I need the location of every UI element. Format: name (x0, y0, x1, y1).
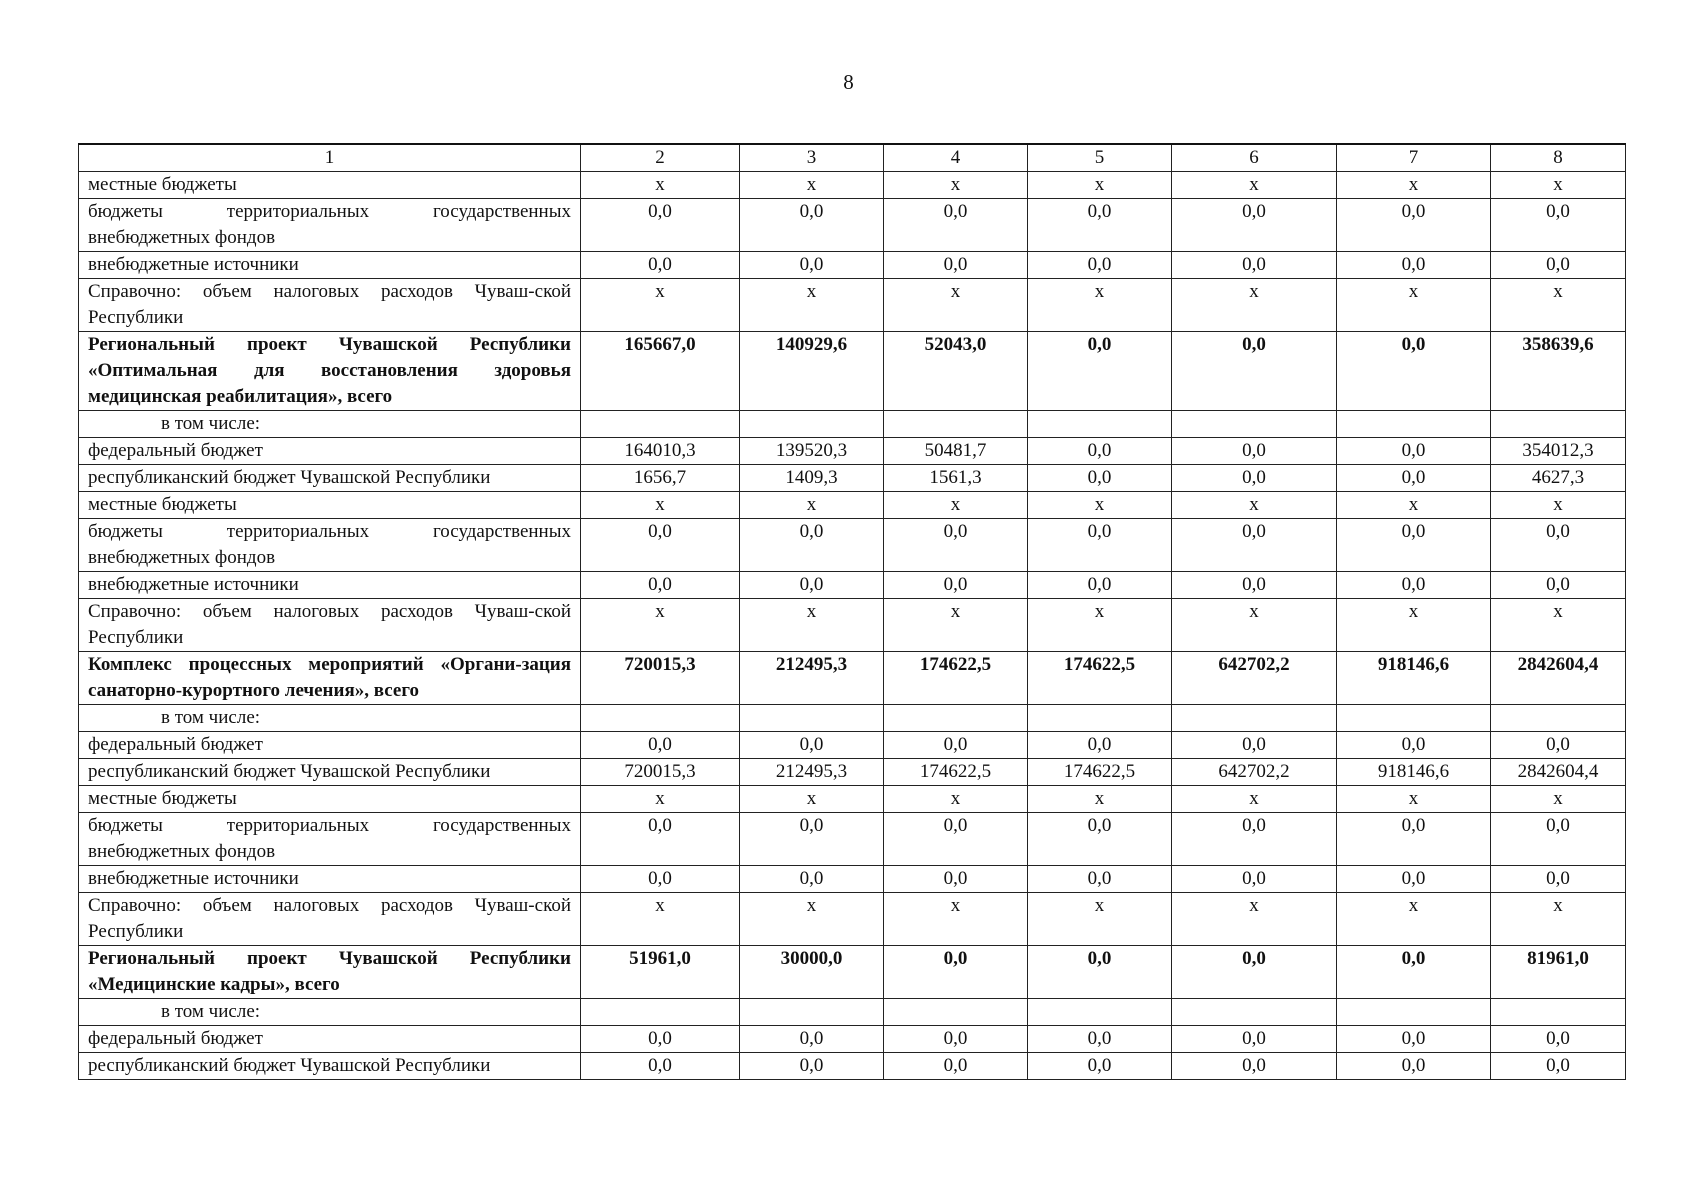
value-cell: 918146,6 (1337, 652, 1491, 705)
value-cell: 1656,7 (581, 465, 740, 492)
value-cell: х (884, 893, 1028, 946)
value-cell: х (581, 599, 740, 652)
value-cell: 0,0 (581, 572, 740, 599)
value-cell: 0,0 (1028, 199, 1172, 252)
column-number-cell: 2 (581, 144, 740, 172)
row-label: республиканский бюджет Чувашской Республики (79, 759, 581, 786)
value-cell: 0,0 (884, 519, 1028, 572)
value-cell: 2842604,4 (1491, 759, 1626, 786)
table-row (79, 1026, 1626, 1053)
value-cell: х (1172, 599, 1337, 652)
value-cell: 174622,5 (884, 652, 1028, 705)
value-cell: 0,0 (581, 1053, 740, 1080)
value-cell: х (1491, 599, 1626, 652)
value-cell: 0,0 (1337, 1026, 1491, 1053)
value-cell: 0,0 (884, 732, 1028, 759)
value-cell: 0,0 (1337, 732, 1491, 759)
value-cell: 0,0 (1172, 732, 1337, 759)
row-label: федеральный бюджет (79, 1026, 581, 1053)
table-row (79, 866, 1626, 893)
value-cell (1491, 705, 1626, 732)
value-cell: 140929,6 (740, 332, 884, 411)
value-cell: 174622,5 (1028, 759, 1172, 786)
value-cell: 0,0 (1172, 519, 1337, 572)
value-cell: 720015,3 (581, 652, 740, 705)
value-cell: 0,0 (581, 252, 740, 279)
value-cell: 0,0 (1028, 519, 1172, 572)
value-cell (1337, 705, 1491, 732)
value-cell: 0,0 (1028, 866, 1172, 893)
row-label: внебюджетные источники (79, 572, 581, 599)
table-row (79, 411, 1626, 438)
table-row (79, 813, 1626, 866)
row-label: Региональный проект Чувашской Республики «Медицинские кадры», всего (79, 946, 581, 999)
value-cell: х (1337, 786, 1491, 813)
value-cell: х (884, 279, 1028, 332)
value-cell: 174622,5 (1028, 652, 1172, 705)
table-row (79, 786, 1626, 813)
value-cell: 0,0 (740, 1053, 884, 1080)
column-number-cell: 5 (1028, 144, 1172, 172)
value-cell: 0,0 (1172, 813, 1337, 866)
table-row (79, 332, 1626, 411)
value-cell: х (884, 172, 1028, 199)
value-cell (740, 999, 884, 1026)
value-cell: х (1028, 172, 1172, 199)
value-cell: 0,0 (1028, 465, 1172, 492)
column-number-cell: 1 (79, 144, 581, 172)
value-cell: х (1337, 599, 1491, 652)
table-row (79, 999, 1626, 1026)
value-cell: 0,0 (1337, 946, 1491, 999)
value-cell: х (1491, 172, 1626, 199)
value-cell: 30000,0 (740, 946, 884, 999)
value-cell: 165667,0 (581, 332, 740, 411)
value-cell: 0,0 (740, 572, 884, 599)
table-row (79, 252, 1626, 279)
value-cell: 0,0 (884, 813, 1028, 866)
value-cell: х (1172, 893, 1337, 946)
row-label: в том числе: (79, 705, 581, 732)
value-cell: х (884, 599, 1028, 652)
column-number-cell: 4 (884, 144, 1028, 172)
value-cell: 0,0 (1337, 465, 1491, 492)
table-row (79, 172, 1626, 199)
table-row (79, 732, 1626, 759)
value-cell: 0,0 (1028, 813, 1172, 866)
value-cell: 0,0 (884, 1053, 1028, 1080)
value-cell: 0,0 (1028, 332, 1172, 411)
value-cell: 0,0 (581, 866, 740, 893)
table-row (79, 519, 1626, 572)
value-cell: 0,0 (1028, 732, 1172, 759)
value-cell: 0,0 (1491, 572, 1626, 599)
value-cell: 0,0 (581, 1026, 740, 1053)
table-row (79, 946, 1626, 999)
value-cell: 0,0 (740, 252, 884, 279)
table-row (79, 199, 1626, 252)
value-cell: 0,0 (581, 519, 740, 572)
value-cell: 0,0 (1337, 332, 1491, 411)
value-cell: 0,0 (884, 252, 1028, 279)
value-cell: 0,0 (740, 1026, 884, 1053)
value-cell: 0,0 (1172, 946, 1337, 999)
column-number-cell: 7 (1337, 144, 1491, 172)
value-cell: 0,0 (1491, 1026, 1626, 1053)
value-cell (581, 705, 740, 732)
value-cell: х (1337, 279, 1491, 332)
table-row (79, 572, 1626, 599)
value-cell: 0,0 (1172, 252, 1337, 279)
value-cell: 0,0 (1172, 866, 1337, 893)
value-cell: х (1172, 492, 1337, 519)
table-row (79, 438, 1626, 465)
table-row (79, 492, 1626, 519)
value-cell: 4627,3 (1491, 465, 1626, 492)
value-cell: 0,0 (1337, 813, 1491, 866)
value-cell: 0,0 (581, 199, 740, 252)
page-number: 8 (843, 70, 854, 94)
value-cell: 0,0 (884, 572, 1028, 599)
column-number-cell: 6 (1172, 144, 1337, 172)
value-cell: 0,0 (1028, 438, 1172, 465)
value-cell: х (884, 786, 1028, 813)
value-cell: 0,0 (1172, 1026, 1337, 1053)
row-label: бюджеты территориальных государственных внебюджетных фондов (79, 199, 581, 252)
row-label: местные бюджеты (79, 172, 581, 199)
value-cell: 0,0 (1491, 866, 1626, 893)
row-label: федеральный бюджет (79, 438, 581, 465)
value-cell: 212495,3 (740, 759, 884, 786)
value-cell: 0,0 (1028, 252, 1172, 279)
row-label: в том числе: (79, 999, 581, 1026)
value-cell (1172, 411, 1337, 438)
value-cell (740, 705, 884, 732)
value-cell: 0,0 (1337, 866, 1491, 893)
value-cell: 50481,7 (884, 438, 1028, 465)
table-row (79, 705, 1626, 732)
row-label: республиканский бюджет Чувашской Республики (79, 1053, 581, 1080)
value-cell: 0,0 (1337, 199, 1491, 252)
value-cell: 0,0 (1028, 1026, 1172, 1053)
table-row (79, 279, 1626, 332)
value-cell: 0,0 (1491, 813, 1626, 866)
row-label: республиканский бюджет Чувашской Республики (79, 465, 581, 492)
value-cell: 1561,3 (884, 465, 1028, 492)
value-cell (1172, 999, 1337, 1026)
value-cell: 0,0 (1028, 946, 1172, 999)
row-label: федеральный бюджет (79, 732, 581, 759)
value-cell: х (1028, 893, 1172, 946)
table-row (79, 759, 1626, 786)
value-cell: 0,0 (1172, 332, 1337, 411)
financing-table (78, 143, 1626, 1080)
row-label: бюджеты территориальных государственных внебюджетных фондов (79, 519, 581, 572)
table-row (79, 893, 1626, 946)
value-cell: 212495,3 (740, 652, 884, 705)
value-cell: 0,0 (1337, 572, 1491, 599)
value-cell: х (1337, 172, 1491, 199)
value-cell: 1409,3 (740, 465, 884, 492)
row-label: Справочно: объем налоговых расходов Чуваш-ской Республики (79, 279, 581, 332)
value-cell (740, 411, 884, 438)
value-cell: 174622,5 (884, 759, 1028, 786)
value-cell: 0,0 (740, 199, 884, 252)
value-cell: 0,0 (1028, 572, 1172, 599)
value-cell: 0,0 (581, 732, 740, 759)
value-cell: 0,0 (1172, 438, 1337, 465)
value-cell: 52043,0 (884, 332, 1028, 411)
value-cell: 0,0 (1337, 252, 1491, 279)
table-row (79, 652, 1626, 705)
value-cell: 0,0 (884, 1026, 1028, 1053)
value-cell: 164010,3 (581, 438, 740, 465)
value-cell: 2842604,4 (1491, 652, 1626, 705)
value-cell: 0,0 (1491, 252, 1626, 279)
value-cell: х (740, 172, 884, 199)
value-cell (1028, 411, 1172, 438)
value-cell: 0,0 (1337, 519, 1491, 572)
value-cell: х (1491, 786, 1626, 813)
value-cell: 0,0 (1491, 519, 1626, 572)
value-cell: 0,0 (1337, 1053, 1491, 1080)
value-cell: х (1491, 492, 1626, 519)
value-cell: 642702,2 (1172, 652, 1337, 705)
value-cell (1491, 999, 1626, 1026)
value-cell: 81961,0 (1491, 946, 1626, 999)
value-cell: 0,0 (740, 866, 884, 893)
row-label: Справочно: объем налоговых расходов Чуваш-ской Республики (79, 893, 581, 946)
value-cell (581, 999, 740, 1026)
table-body (79, 172, 1626, 1080)
value-cell: 0,0 (884, 946, 1028, 999)
value-cell: х (1491, 893, 1626, 946)
value-cell: х (1491, 279, 1626, 332)
value-cell: 0,0 (1172, 1053, 1337, 1080)
value-cell: х (1028, 599, 1172, 652)
value-cell: х (1337, 492, 1491, 519)
value-cell: х (740, 279, 884, 332)
value-cell: х (884, 492, 1028, 519)
value-cell (884, 705, 1028, 732)
value-cell: 0,0 (1172, 199, 1337, 252)
value-cell (1491, 411, 1626, 438)
row-label: в том числе: (79, 411, 581, 438)
value-cell: х (1172, 786, 1337, 813)
value-cell (1028, 705, 1172, 732)
value-cell: х (740, 492, 884, 519)
value-cell: 0,0 (884, 866, 1028, 893)
row-label: местные бюджеты (79, 786, 581, 813)
value-cell (1337, 411, 1491, 438)
row-label: Комплекс процессных мероприятий «Органи-зация санаторно-курортного лечения», всего (79, 652, 581, 705)
value-cell: х (1028, 786, 1172, 813)
table-row (79, 465, 1626, 492)
value-cell: х (1172, 279, 1337, 332)
row-label: местные бюджеты (79, 492, 581, 519)
value-cell: 642702,2 (1172, 759, 1337, 786)
column-number-row (79, 144, 1626, 172)
value-cell: х (1028, 492, 1172, 519)
value-cell: 0,0 (1491, 732, 1626, 759)
value-cell: 0,0 (884, 199, 1028, 252)
value-cell: х (581, 172, 740, 199)
value-cell: х (740, 893, 884, 946)
value-cell: х (581, 786, 740, 813)
value-cell (884, 411, 1028, 438)
value-cell: 720015,3 (581, 759, 740, 786)
value-cell: 354012,3 (1491, 438, 1626, 465)
value-cell (581, 411, 740, 438)
row-label: Справочно: объем налоговых расходов Чуваш-ской Республики (79, 599, 581, 652)
value-cell: 0,0 (1491, 199, 1626, 252)
value-cell: 358639,6 (1491, 332, 1626, 411)
row-label: бюджеты территориальных государственных внебюджетных фондов (79, 813, 581, 866)
value-cell: 918146,6 (1337, 759, 1491, 786)
row-label: внебюджетные источники (79, 866, 581, 893)
value-cell: 0,0 (740, 732, 884, 759)
value-cell: х (581, 279, 740, 332)
value-cell: 0,0 (1172, 465, 1337, 492)
row-label: Региональный проект Чувашской Республики «Оптимальная для восстановления здоровья медицинская реабилитация», всего (79, 332, 581, 411)
value-cell: 0,0 (1028, 1053, 1172, 1080)
table-row (79, 1053, 1626, 1080)
value-cell (884, 999, 1028, 1026)
value-cell (1337, 999, 1491, 1026)
value-cell: х (1028, 279, 1172, 332)
value-cell: 0,0 (1491, 1053, 1626, 1080)
value-cell: 0,0 (740, 519, 884, 572)
value-cell: х (581, 492, 740, 519)
value-cell (1172, 705, 1337, 732)
value-cell: х (1172, 172, 1337, 199)
table-row (79, 599, 1626, 652)
value-cell: 0,0 (740, 813, 884, 866)
value-cell: х (740, 599, 884, 652)
value-cell: х (1337, 893, 1491, 946)
column-number-cell: 3 (740, 144, 884, 172)
value-cell: 0,0 (581, 813, 740, 866)
value-cell (1028, 999, 1172, 1026)
value-cell: 51961,0 (581, 946, 740, 999)
column-number-cell: 8 (1491, 144, 1626, 172)
value-cell: х (581, 893, 740, 946)
value-cell: 139520,3 (740, 438, 884, 465)
value-cell: 0,0 (1337, 438, 1491, 465)
value-cell: х (740, 786, 884, 813)
row-label: внебюджетные источники (79, 252, 581, 279)
value-cell: 0,0 (1172, 572, 1337, 599)
